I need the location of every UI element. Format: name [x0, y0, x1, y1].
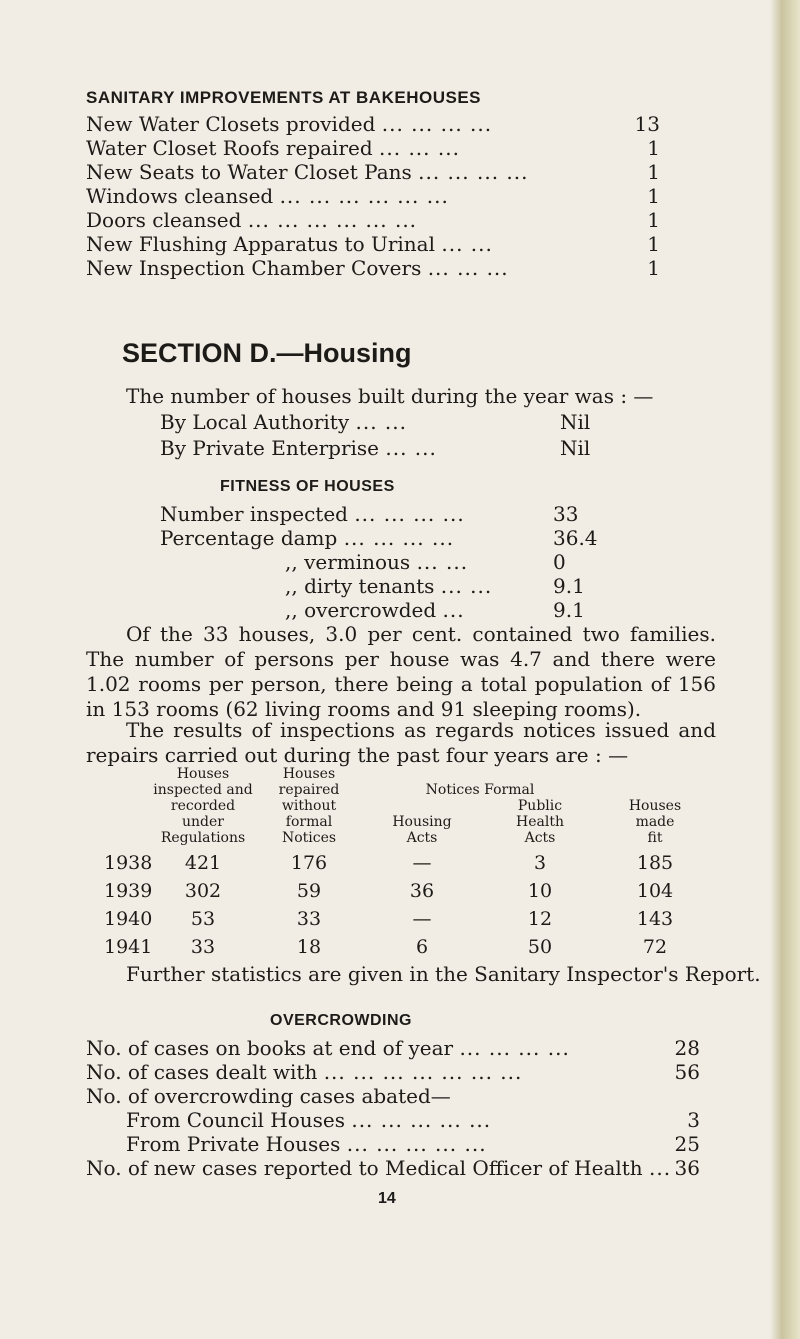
item-value: 36.4 — [553, 526, 598, 550]
item-value: 9.1 — [553, 574, 585, 598]
header-public-health-acts: Public Health Acts — [516, 798, 564, 846]
item-value: 1 — [647, 208, 660, 232]
header-houses-fit: Houses made fit — [628, 798, 682, 846]
item-value: 0 — [553, 550, 566, 574]
item-value: Nil — [560, 410, 591, 434]
list-item: Percentage damp ... ... ... ... — [160, 526, 455, 550]
item-value: 1 — [647, 136, 660, 160]
page-number: 14 — [378, 1190, 396, 1207]
list-item: Number inspected ... ... ... ... — [160, 502, 465, 526]
item-value: 28 — [674, 1036, 700, 1060]
item-value: 1 — [647, 184, 660, 208]
list-item: New Seats to Water Closet Pans ... ... ... ... — [86, 160, 529, 184]
list-item: No. of new cases reported to Medical Officer of Health ... — [86, 1156, 672, 1180]
section-title: SECTION D.—Housing — [122, 338, 412, 368]
list-item: No. of cases on books at end of year ... ... ... ... — [86, 1036, 570, 1060]
list-item: From Council Houses ... ... ... ... ... — [126, 1108, 492, 1132]
page-edge — [770, 0, 800, 1339]
list-item: By Private Enterprise ... ... — [160, 436, 437, 460]
header-inspected: Houses inspected and recorded under Regulations — [153, 766, 253, 846]
table-footnote: Further statistics are given in the Sanitary Inspector's Report. — [126, 962, 761, 986]
item-value: 1 — [647, 256, 660, 280]
list-item: Doors cleansed ... ... ... ... ... ... — [86, 208, 418, 232]
item-value: 1 — [647, 232, 660, 256]
header-notices-formal: Notices Formal — [425, 782, 535, 798]
document-page: SANITARY IMPROVEMENTS AT BAKEHOUSES New Water Closets provided ... ... ... ... 13 Water Closet Roofs repaired ... ... ... 1 New Seats to Water Closet Pans ... ... ... ... 1 Windows cleansed ... ... ... ... ... ... 1 Doors cleansed ... ... ... ... ... ... 1 New Flushing Apparatus to Urinal ... ... 1 New Inspection Chamber Covers ... ... ... 1 SECTION D.—Housing The number of houses built during the year was : — By Local Authority ... ... Nil By Private Enterprise ... ... Nil FITNESS OF HOUSES Number inspected ... ... ... ... 33 Percentage damp ... ... ... ... 36.4 ,, verminous ... ... 0 ,, dirty tenants ... ... 9.1 ,, overcrowded ... 9.1 Of the 33 houses, 3.0 per cent. contained two families. The number of persons per house was 4.7 and there were 1.02 rooms per person, there being a total population of 156 in 153 rooms (62 living rooms and 91 sleeping rooms). The results of inspections as regards notices issued and repairs carried out during the past four years are : — Houses inspected and recorded under Regulations Houses repaired without formal Notices Notices Formal Housing Acts Public Health Acts Houses made fit 1938 421 176 — 3 185 1939 302 59 36 10 104 1940 53 33 — 12 143 1941 33 18 6 50 72 Further statistics are given in the Sanitary Inspector's Report. OVERCROWDING No. of cases on books at end of year ... ... ... ... 28 No. of cases dealt with ... ... ... ... ... ... ... 56 No. of overcrowding cases abated— From Council Houses ... ... ... ... ... 3 From Private Houses ... ... ... ... ... 25 No. of new cases reported to Medical Officer of Health ... 36 14 — [86, 88, 761, 1207]
list-item: No. of cases dealt with ... ... ... ... ... ... ... — [86, 1060, 523, 1084]
fitness-heading: FITNESS OF HOUSES — [220, 478, 395, 495]
item-value: 25 — [674, 1132, 700, 1156]
list-item: New Flushing Apparatus to Urinal ... ... — [86, 232, 493, 256]
paragraph-results: The results of inspections as regards notices issued and repairs carried out during the past four years are : — — [86, 718, 716, 767]
paragraph-families: Of the 33 houses, 3.0 per cent. contained two families. The number of persons per house was 4.7 and there were 1.02 rooms per person, there being a total population of 156 in 153 rooms (62 living rooms and 91 sleeping rooms). — [86, 622, 716, 721]
list-item: No. of overcrowding cases abated— — [86, 1084, 451, 1108]
item-value: 33 — [553, 502, 579, 526]
overcrowding-heading: OVERCROWDING — [270, 1012, 412, 1029]
list-item: New Water Closets provided ... ... ... ... — [86, 112, 493, 136]
item-value: 56 — [674, 1060, 700, 1084]
item-value: 1 — [647, 160, 660, 184]
list-item: New Inspection Chamber Covers ... ... ... — [86, 256, 509, 280]
list-item: Windows cleansed ... ... ... ... ... ... — [86, 184, 449, 208]
bakehouses-heading: SANITARY IMPROVEMENTS AT BAKEHOUSES — [86, 88, 481, 107]
item-value: 3 — [687, 1108, 700, 1132]
list-item: Water Closet Roofs repaired ... ... ... — [86, 136, 460, 160]
list-item: ,, overcrowded ... — [285, 598, 465, 622]
item-value: 9.1 — [553, 598, 585, 622]
list-item: ,, dirty tenants ... ... — [285, 574, 493, 598]
header-housing-acts: Housing Acts — [392, 814, 452, 846]
header-repaired: Houses repaired without formal Notices — [278, 766, 340, 846]
list-item: From Private Houses ... ... ... ... ... — [126, 1132, 487, 1156]
built-intro: The number of houses built during the year was : — — [126, 384, 654, 408]
item-value: 13 — [634, 112, 660, 136]
item-value: 36 — [674, 1156, 700, 1180]
list-item: By Local Authority ... ... — [160, 410, 408, 434]
list-item: ,, verminous ... ... — [285, 550, 469, 574]
item-value: Nil — [560, 436, 591, 460]
